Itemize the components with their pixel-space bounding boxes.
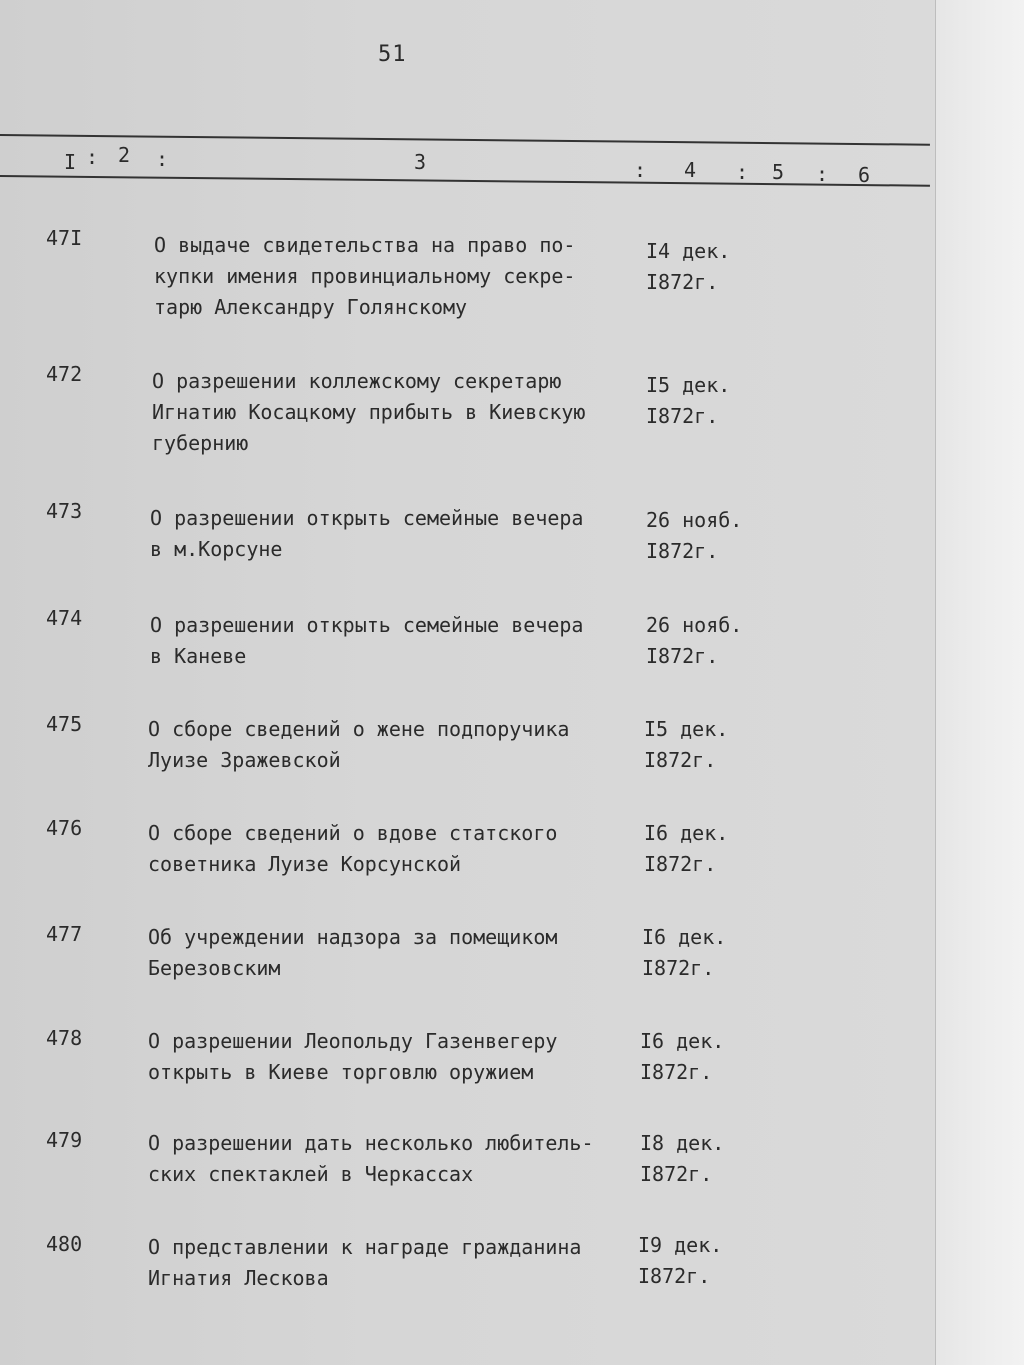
page-number: 51: [378, 42, 407, 67]
column-separator-1: :: [86, 145, 99, 169]
entry-number: 479: [46, 1128, 83, 1152]
entry-date-year: I872г.: [638, 1264, 711, 1288]
entry-date: [646, 236, 730, 298]
column-separator-3: :: [634, 158, 647, 182]
entry-date-day: I8 дек.: [640, 1131, 725, 1155]
entry-date-year: I872г.: [646, 404, 719, 428]
adjacent-sheet-edge: [935, 0, 1024, 1365]
column-separator-5: :: [816, 162, 829, 186]
entry-date-year: I872г.: [640, 1162, 713, 1186]
column-separator-4: :: [736, 160, 749, 184]
entry-description: О выдаче свидетельства на право по- купки имения провинциальному секре- тарю Александру Голянскому: [154, 233, 576, 319]
entry-date: [644, 818, 728, 880]
entry-number: 472: [46, 362, 83, 386]
entry-date: [646, 370, 730, 432]
column-separator-2: :: [156, 147, 169, 171]
entry-date: [646, 610, 742, 672]
entry-description: О разрешении открыть семейные вечера в м.Корсуне: [150, 506, 584, 561]
entry-date-day: 26 нояб.: [646, 613, 743, 637]
entry-date: [644, 714, 728, 776]
entry-description: Об учреждении надзора за помещиком Березовским: [148, 925, 558, 980]
entry-description: О сборе сведений о вдове статского советника Луизе Корсунской: [148, 821, 558, 876]
entry-number: 477: [46, 922, 83, 946]
entry-date-day: I6 дек.: [640, 1029, 725, 1053]
entry-description: О сборе сведений о жене подпоручика Луизе Зражевской: [148, 717, 570, 772]
column-header-1: I: [64, 150, 77, 174]
entry-date-day: 26 нояб.: [646, 508, 743, 532]
entry-date-day: I4 дек.: [646, 239, 731, 263]
entry-date: [640, 1026, 724, 1088]
entry-number: 475: [46, 712, 83, 736]
entry-number: 480: [46, 1232, 83, 1256]
entry-number: 47I: [46, 226, 83, 250]
entry-date-day: I6 дек.: [642, 925, 727, 949]
entry-date-day: I5 дек.: [644, 717, 729, 741]
entry-number: 478: [46, 1026, 83, 1050]
column-header-3: 3: [414, 150, 427, 174]
entry-description: О представлении к награде гражданина Игнатия Лескова: [148, 1235, 582, 1290]
entry-description: О разрешении коллежскому секретарю Игнатию Косацкому прибыть в Киевскую губернию: [152, 369, 586, 455]
entry-number: 476: [46, 816, 83, 840]
entry-date-year: I872г.: [644, 852, 717, 876]
entry-date: [640, 1128, 724, 1190]
entry-number: 474: [46, 606, 83, 630]
entry-date-year: I872г.: [642, 956, 715, 980]
entry-date-year: I872г.: [640, 1060, 713, 1084]
entry-date-day: I5 дек.: [646, 373, 731, 397]
entry-description: О разрешении открыть семейные вечера в Каневе: [150, 613, 584, 668]
entry-description: О разрешении Леопольду Газенвегеру открыть в Киеве торговлю оружием: [148, 1029, 558, 1084]
entry-date-year: I872г.: [644, 748, 717, 772]
entry-number: 473: [46, 499, 83, 523]
entry-date: [638, 1230, 722, 1292]
entry-date-year: I872г.: [646, 644, 719, 668]
entry-date: [642, 922, 726, 984]
entry-date-year: I872г.: [646, 270, 719, 294]
column-header-6: 6: [858, 163, 871, 187]
column-header-4: 4: [684, 158, 697, 182]
entry-description: О разрешении дать несколько любитель- ских спектаклей в Черкассах: [148, 1131, 594, 1186]
entry-date-day: I6 дек.: [644, 821, 729, 845]
column-header-2: 2: [118, 143, 131, 167]
entry-date: [646, 505, 742, 567]
entry-date-day: I9 дек.: [638, 1233, 723, 1257]
column-header-5: 5: [772, 160, 785, 184]
entry-date-year: I872г.: [646, 539, 719, 563]
